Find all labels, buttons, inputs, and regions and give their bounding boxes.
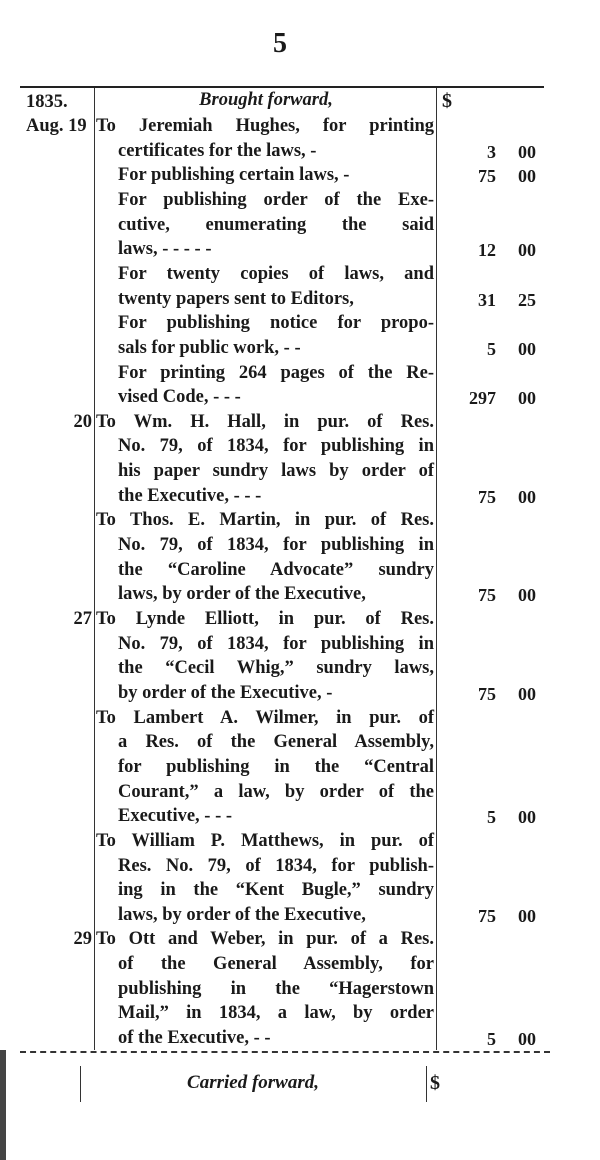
entry-text-line: the “Caroline Advocate” sundry [118,559,434,580]
entry-date: Aug. 19 [26,116,87,136]
entry-amount [444,907,536,929]
entry-amount [444,143,536,165]
entry-amount [444,340,536,362]
entry-text-line: publishing in the “Hagerstown [118,978,434,999]
entry-text-line: Courant,” a law, by order of the [118,781,434,802]
amount-dollars: 3 [487,141,496,162]
amount-dollars: 75 [478,905,496,926]
entry-text-line: To William P. Matthews, in pur. of [96,830,434,851]
entry-text-line: For publishing order of the Exe- [118,189,434,210]
amount-dollars: 297 [469,388,496,409]
entry-text-line: To Wm. H. Hall, in pur. of Res. [96,411,434,432]
entry-text-line: ing in the “Kent Bugle,” sundry [118,880,434,901]
entry-text-line: of the Executive, - - [118,1028,271,1049]
entry-text-line: cutive, enumerating the said [118,214,434,235]
entry-text-line: To Ott and Weber, in pur. of a Res. [96,929,434,950]
amount-dollars: 31 [478,289,496,310]
entry-amount [444,291,536,313]
top-rule [20,86,544,88]
entry-text-line: sals for public work, - - [118,337,301,358]
entry-amount [444,389,536,411]
amount-cents: 00 [518,240,536,261]
entry-amount [444,685,536,707]
entry-text-line: No. 79, of 1834, for publishing in [118,535,434,556]
entry-text-line: Executive, - - - [118,806,233,827]
amount-cents: 00 [518,905,536,926]
amount-cents: 25 [518,289,536,310]
page-number: 5 [273,28,287,59]
entry-text-line: To Thos. E. Martin, in pur. of Res. [96,510,434,531]
entry-amount [444,167,536,189]
entry-text-line: laws, - - - - - [118,239,212,260]
amount-dollars: 5 [487,807,496,828]
entry-text-line: a Res. of the General Assembly, [118,732,434,753]
amount-column-rule [436,88,437,1050]
amount-dollars: 12 [478,240,496,261]
entry-text-line: laws, by order of the Executive, [118,904,366,925]
entry-text-line: For publishing certain laws, - [118,165,350,186]
amount-dollars: 75 [478,585,496,606]
amount-dollars: 75 [478,166,496,187]
entry-day: 20 [73,411,92,432]
footer-right-rule [426,1066,427,1102]
entry-amount [444,241,536,263]
entry-amount [444,586,536,608]
amount-cents: 00 [518,486,536,507]
amount-cents: 00 [518,141,536,162]
amount-dollars: 5 [487,338,496,359]
entry-text-line: the “Cecil Whig,” sundry laws, [118,658,434,679]
scan-edge [0,1050,6,1160]
entry-amount [444,488,536,510]
entry-amount [444,808,536,830]
entry-text-line: vised Code, - - - [118,387,241,408]
amount-dollars: 5 [487,1029,496,1050]
dollar-sign-header: $ [442,90,452,112]
entry-amount [444,1030,536,1052]
entry-text-line: For publishing notice for propo- [118,313,434,334]
date-column-rule [94,88,95,1050]
entry-day: 27 [73,609,92,629]
entry-text-line: To Lambert A. Wilmer, in pur. of [96,707,434,728]
entry-text-line: Res. No. 79, of 1834, for publish- [118,855,434,876]
entry-text-line: To Jeremiah Hughes, for printing [96,116,434,136]
amount-cents: 00 [518,166,536,187]
amount-cents: 00 [518,807,536,828]
amount-cents: 00 [518,683,536,704]
entry-text-line: For twenty copies of laws, and [118,263,434,284]
amount-cents: 00 [518,388,536,409]
amount-cents: 00 [518,585,536,606]
entry-text-line: his paper sundry laws by order of [118,461,434,482]
entry-text-line: certificates for the laws, - [118,140,317,161]
entry-text-line: of the General Assembly, for [118,954,434,975]
entry-text-line: No. 79, of 1834, for publishing in [118,436,434,457]
entry-day: 29 [73,929,92,950]
brought-forward-label: Brought forward, [199,90,333,110]
entry-text-line: To Lynde Elliott, in pur. of Res. [96,609,434,629]
entry-text-line: the Executive, - - - [118,485,262,506]
entry-text-line: Mail,” in 1834, a law, by order [118,1003,434,1024]
year-label: 1835. [26,92,68,112]
entry-text-line: No. 79, of 1834, for publishing in [118,633,434,654]
entry-text-line: for publishing in the “Central [118,756,434,777]
amount-dollars: 75 [478,683,496,704]
amount-cents: 00 [518,1029,536,1050]
carried-forward-label: Carried forward, [187,1072,319,1093]
entry-text-line: by order of the Executive, - [118,682,333,703]
bottom-rule [20,1051,550,1053]
dollar-sign-footer: $ [430,1072,440,1094]
entry-text-line: laws, by order of the Executive, [118,584,366,605]
entry-text-line: twenty papers sent to Editors, [118,288,354,309]
amount-cents: 00 [518,338,536,359]
amount-dollars: 75 [478,486,496,507]
entry-text-line: For printing 264 pages of the Re- [118,362,434,383]
